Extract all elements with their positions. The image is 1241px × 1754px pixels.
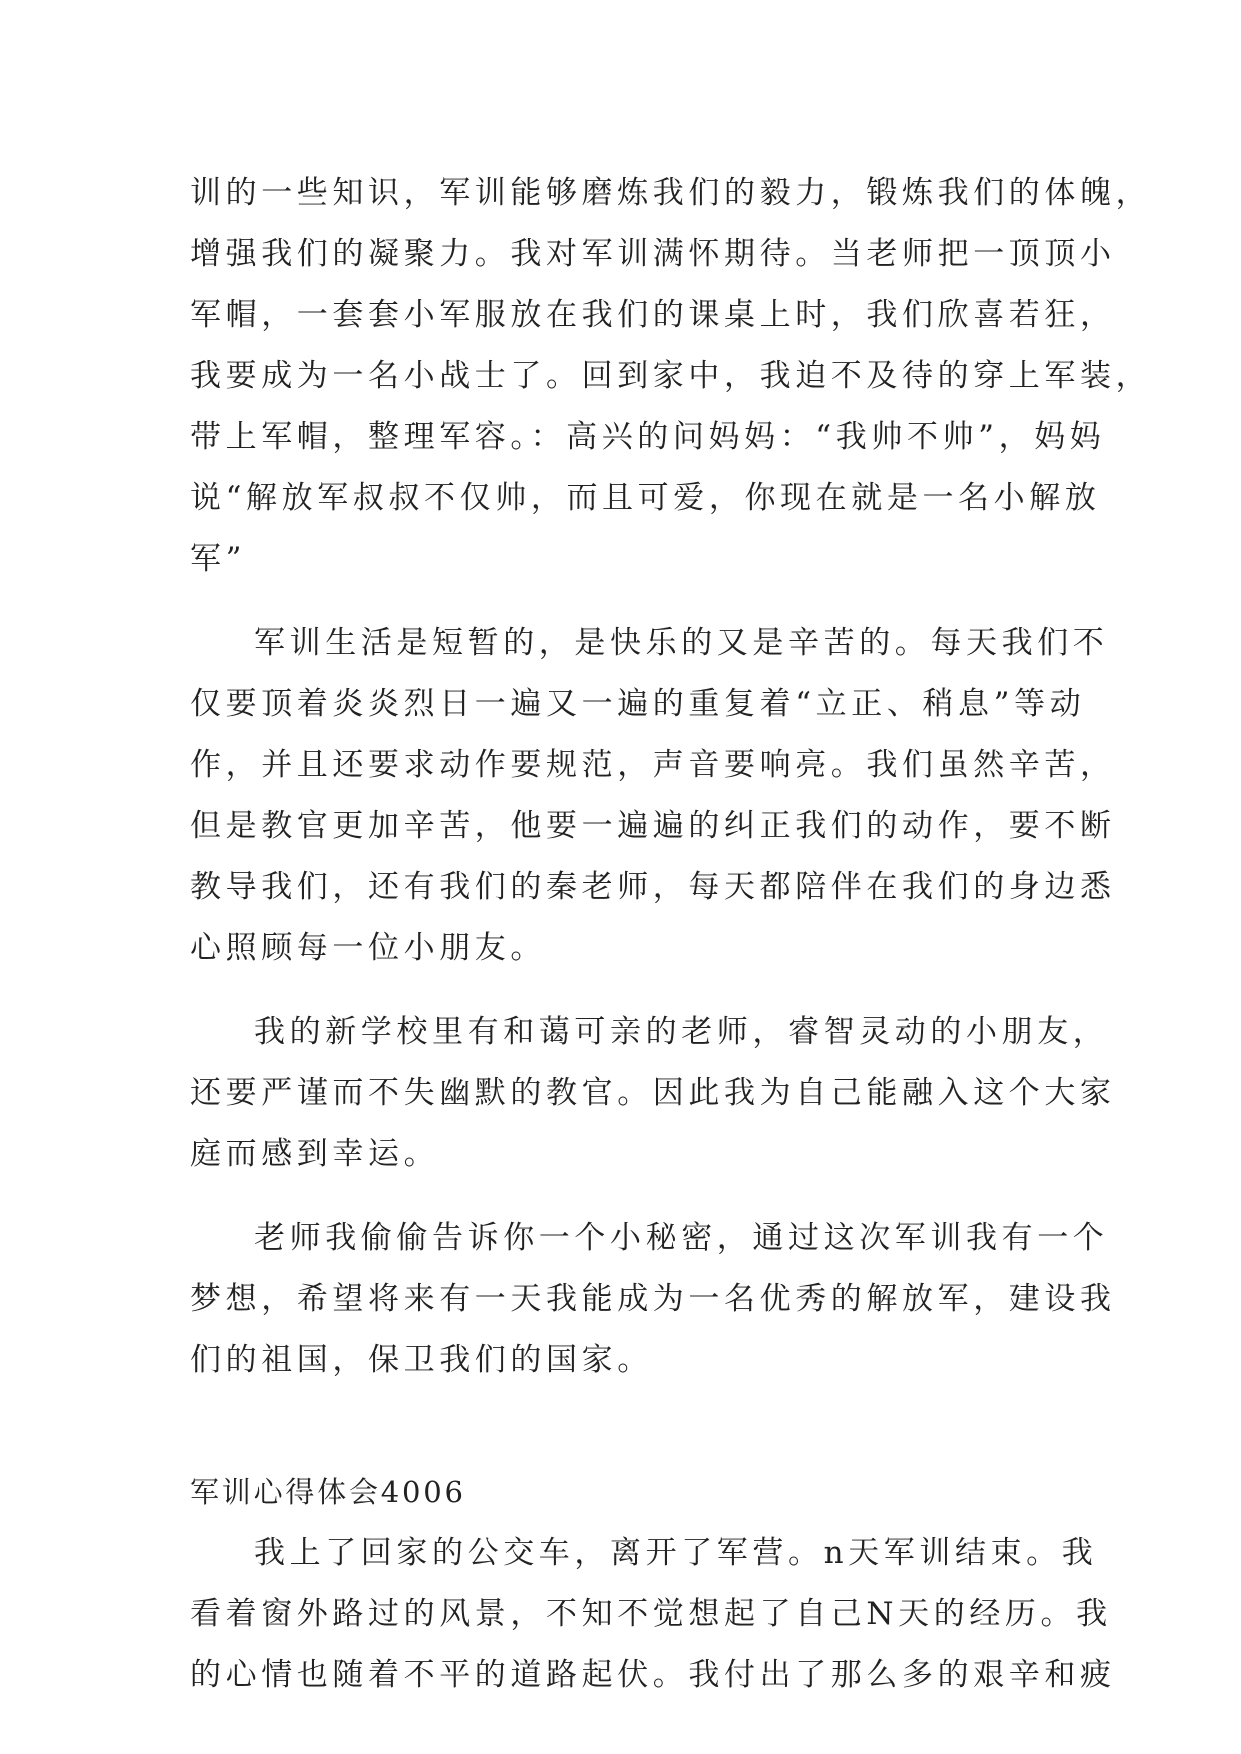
text-line: 军训生活是短暂的，是快乐的又是辛苦的。每天我们不 — [254, 625, 1109, 661]
text-line: 们的祖国，保卫我们的国家。 — [190, 1342, 653, 1378]
text-line: 庭而感到幸运。 — [190, 1136, 440, 1172]
text-line: 带上军帽，整理军容。：高兴的问妈妈：“我帅不帅”，妈妈 — [190, 419, 1106, 455]
section-spacer — [190, 1391, 1052, 1462]
document-body — [190, 163, 1152, 1706]
paragraph-2 — [190, 613, 1116, 979]
paragraph-1 — [190, 163, 1152, 590]
text-line: 军帽，一套套小军服放在我们的课桌上时，我们欣喜若狂， — [190, 297, 1116, 333]
text-line: 的心情也随着不平的道路起伏。我付出了那么多的艰辛和疲 — [190, 1657, 1116, 1693]
text-line: 仅要顶着炎炎烈日一遍又一遍的重复着“立正、稍息”等动 — [190, 686, 1086, 722]
text-line: 我的新学校里有和蔼可亲的老师，睿智灵动的小朋友， — [254, 1014, 1109, 1050]
text-line: 梦想，希望将来有一天我能成为一名优秀的解放军，建设我 — [190, 1281, 1116, 1317]
text-line: 教导我们，还有我们的秦老师，每天都陪伴在我们的身边悉 — [190, 869, 1116, 905]
text-line: 老师我偷偷告诉你一个小秘密，通过这次军训我有一个 — [254, 1220, 1109, 1256]
paragraph-3 — [190, 1002, 1116, 1185]
text-line: 训的一些知识，军训能够磨炼我们的毅力，锻炼我们的体魄， — [190, 175, 1152, 211]
paragraph-4 — [190, 1208, 1116, 1391]
paragraph-spacer — [190, 1185, 1052, 1208]
paragraph-spacer — [190, 979, 1052, 1002]
text-line: 军” — [190, 541, 247, 577]
text-line: 心照顾每一位小朋友。 — [190, 930, 546, 966]
section-heading: 军训心得体会4006 — [190, 1475, 466, 1509]
text-line: 作，并且还要求动作要规范，声音要响亮。我们虽然辛苦， — [190, 747, 1116, 783]
text-line: 我上了回家的公交车，离开了军营。n天军训结束。我 — [254, 1535, 1098, 1571]
text-line: 我要成为一名小战士了。回到家中，我迫不及待的穿上军装， — [190, 358, 1152, 394]
text-line: 增强我们的凝聚力。我对军训满怀期待。当老师把一顶顶小 — [190, 236, 1116, 272]
text-line: 但是教官更加辛苦，他要一遍遍的纠正我们的动作，要不断 — [190, 808, 1116, 844]
paragraph-5 — [190, 1523, 1116, 1706]
text-line: 说“解放军叔叔不仅帅，而且可爱，你现在就是一名小解放 — [190, 480, 1101, 516]
paragraph-spacer — [190, 590, 1052, 613]
text-line: 还要严谨而不失幽默的教官。因此我为自己能融入这个大家 — [190, 1075, 1116, 1111]
text-line: 看着窗外路过的风景，不知不觉想起了自己N天的经历。我 — [190, 1596, 1112, 1632]
